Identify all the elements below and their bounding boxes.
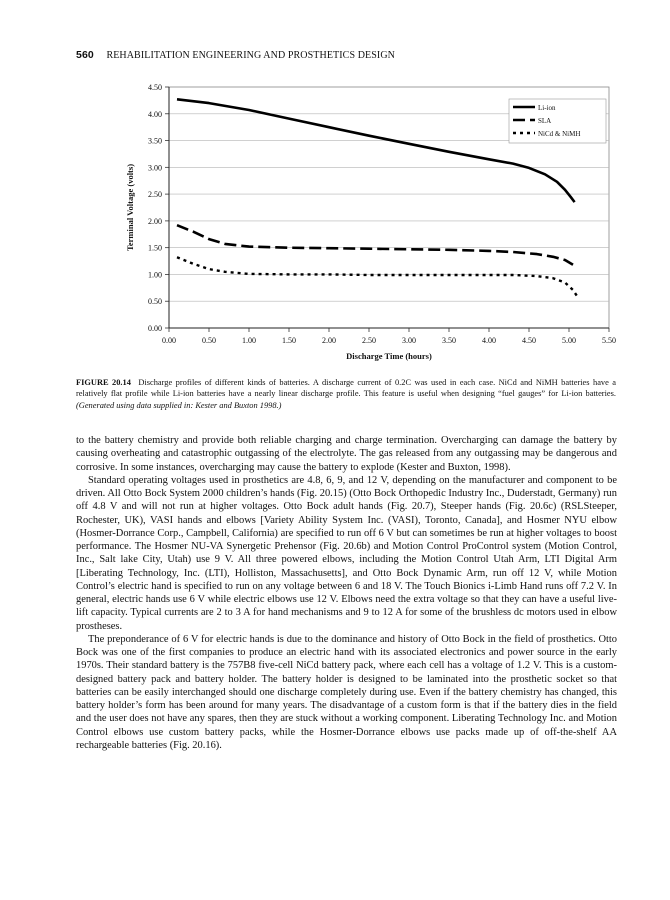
x-tick-label: 1.50 [282,336,296,345]
y-tick-label: 2.50 [148,190,162,200]
y-tick-label: 0.00 [148,324,162,333]
x-tick-label: 2.00 [322,336,336,345]
running-title: REHABILITATION ENGINEERING AND PROSTHETICS DESIGN [106,50,395,61]
y-tick-label: 0.50 [148,297,162,307]
series-line-sla [177,225,573,265]
x-tick-label: 0.50 [202,336,216,345]
x-axis-label: Discharge Time (hours) [346,351,432,361]
y-tick-label: 3.50 [148,136,162,146]
body-text [76,434,617,752]
discharge-chart [0,0,670,375]
x-tick-label: 5.50 [602,336,616,345]
x-tick-label: 3.00 [402,336,416,345]
y-tick-label: 2.00 [148,216,162,226]
y-axis-label: Terminal Voltage (volts) [125,163,135,252]
paragraph: The preponderance of 6 V for electric hands is due to the dominance and history of Otto Bock in the field of prosthetics. Otto Bock was one of the first companies to produce an electric hand with its associated electronics and power source in the early 1970s. Their standard battery is the 757B8 five-cell NiCd battery pack, where each cell has a voltage of 1.2 V. This is a custom-designed battery pack and battery holder. The battery holder is designed to be laminated into the prosthetic socket so that batteries can be easily interchanged should one discharge completely during use. Even if the battery chemistry has changed, this battery holder’s form has been around for many years. The disadvantage of a custom form is that if the battery dies in the field and the user does not have any spares, then they are stuck without a working component. Liberating Technology Inc. and Motion Control elbows use custom battery packs, while the Hosmer-Dorrance elbows use packs made up of off-the-shelf AA rechargeable batteries (Fig. 20.16). [76,633,617,751]
x-tick-label: 1.00 [242,336,256,345]
x-tick-label: 3.50 [442,336,456,345]
paragraph: Standard operating voltages used in prosthetics are 4.8, 6, 9, and 12 V, depending on the manufacturer and component to be driven. All Otto Bock System 2000 children’s hands (Fig. 20.15) (Otto Bock Orthopedic Industry Inc., Duderstadt, Germany) run off 4.8 V and will not run at higher voltages. Otto Bock adult hands (Fig. 20.7), Steeper hands (Fig. 20.6c) (RSLSteeper, Rochester, UK), VASI hands and elbows [Variety Ability System Inc. (VASI), Toronto, Canada], and Hosmer NYU elbow (Hosmer-Dorrance Corp., Campbell, California) are specified to run off 6 V but can sometimes be run at higher voltages to boost performance. The Hosmer NU-VA Synergetic Prehensor (Fig. 20.6b) and Motion Control ProControl system (Motion Control, Inc., Salt lake City, Utah) use 9 V. All three powered elbows, including the Motion Control Utah Arm, LTI Digital Arm [Liberating Technology, Inc. (LTI), Holliston, Massachusetts], and Otto Bock Dynamic Arm, run off 12 V, while Motion Control’s electric hand is specified to run on any voltage between 6 and 18 V. The Touch Bionics i-Limb Hand runs off 7.2 V. In general, electric hands use 6 V while electric elbows use 12 V. Elbows need the extra voltage so that they can have a useful live-lift capacity. Typical currents are 2 to 3 A for hand mechanisms and 9 to 12 A for some of the brushless dc motors used in elbow prostheses. [76,474,617,632]
figure-caption [76,377,616,411]
caption-source: (Generated using data supplied in: Kester and Buxton 1998.) [76,400,282,410]
page-number: 560 [76,49,94,61]
y-tick-label: 3.00 [148,163,162,173]
x-tick-label: 0.00 [162,336,176,345]
x-tick-label: 4.50 [522,336,536,345]
x-tick-label: 2.50 [362,336,376,345]
series-line-nicd-nimh [177,257,579,298]
figure-label: FIGURE 20.14 [76,378,131,387]
legend-label: NiCd & NiMH [538,130,581,138]
x-tick-label: 5.00 [562,336,576,345]
y-tick-label: 1.00 [148,270,162,280]
y-tick-label: 1.50 [148,243,162,253]
paragraph: to the battery chemistry and provide both reliable charging and charge termination. Overcharging can damage the battery by causing overheating and catastrophic outgassing of the electrolyte. The gas released from any outgassing may be dangerous and corrosive. In some instances, overcharging may cause the battery to explode (Kester and Buxton, 1998). [76,435,617,473]
y-tick-label: 4.00 [148,109,162,119]
x-tick-label: 4.00 [482,336,496,345]
legend-label: Li-ion [538,104,556,112]
legend-label: SLA [538,117,552,125]
y-tick-label: 4.50 [148,83,162,92]
caption-text: Discharge profiles of different kinds of batteries. A discharge current of 0.2C was used in each case. NiCd and NiMH batteries have a relatively flat profile while Li-ion batteries have a nearly linear discharge profile. This feature is useful when designing “fuel gauges” for Li-ion batteries. [76,378,617,399]
